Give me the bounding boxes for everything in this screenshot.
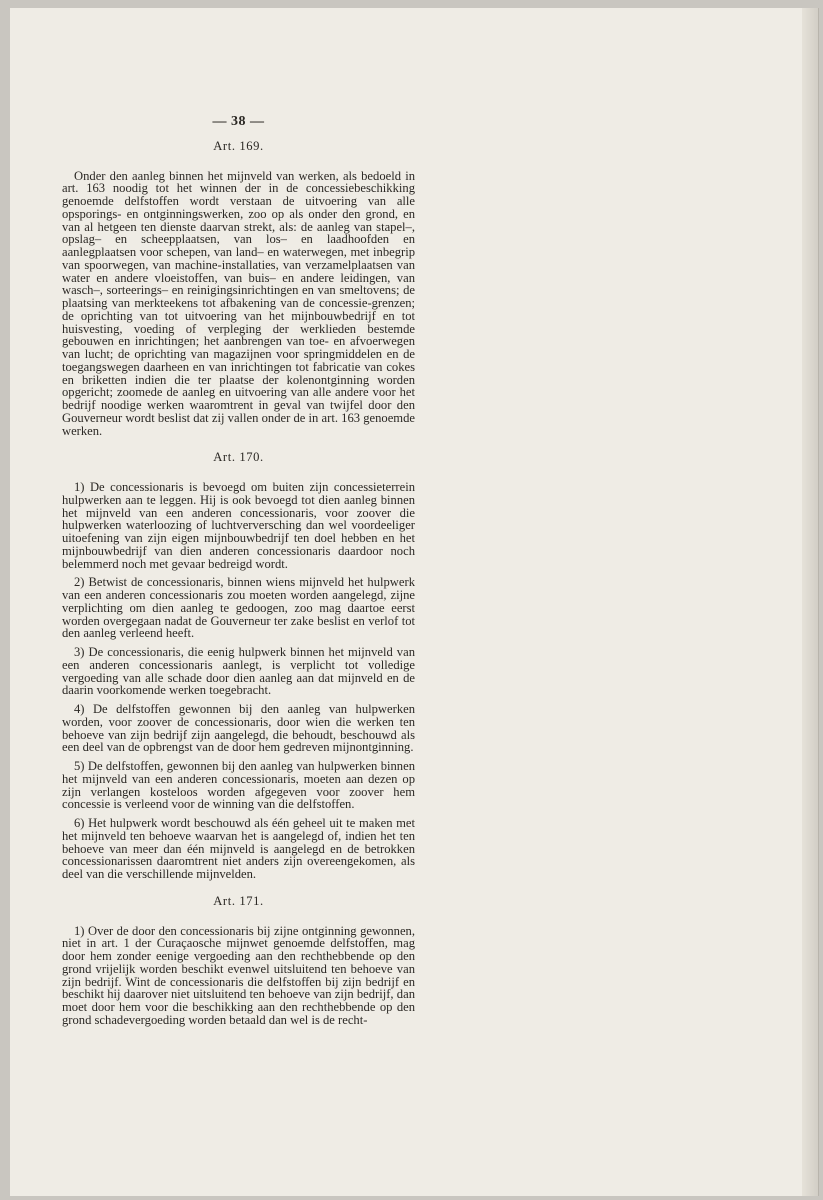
paragraph: Onder den aanleg binnen het mijnveld van werken, als bedoeld in art. 163 noodig tot het winnen der in de concessiebeschikking genoemde delfstoffen wordt verstaan de uitvoering van alle opsporings- en ontginningswerken, zoo op als onder den grond, en van al hetgeen ten dienste daarvan strekt, als: de aanleg van stapel–, opslag– en scheepplaatsen, van los– en laadhoofden en aanlegplaatsen voor schepen, van land– en waterwegen, met inbegrip van spoorwegen, van machine-installaties, van verzamelplaatsen van water en andere vloeistoffen, van buis– en andere leidingen, van wasch–, sorteerings– en reinigingsinrichtingen en van smeltovens; de plaatsing van merkteekens tot afbakening van de concessie-grenzen; de oprichting van tot uitvoering van het mijnbouwbedrijf en tot huisvesting, voeding of verpleging der werklieden bestemde gebouwen en inrichtingen; het aanbrengen van toe- en afvoerwegen van lucht; de oprichting van magazijnen voor springmiddelen en de toegangswegen daarheen en van inrichtingen tot fabricatie van cokes en briketten indien die ter plaatse der kolenontginning worden opgericht; zoomede de aanleg en uitvoering van alle andere voor het bedrijf noodige werken waaromtrent in geval van twijfel door den Gouverneur wordt beslist dat zij vallen onder de in art. 163 genoemde werken. bbox=[62, 168, 415, 438]
article-170 bbox=[62, 451, 415, 881]
article-heading: Art. 171. bbox=[213, 893, 264, 908]
article-heading: Art. 170. bbox=[213, 450, 264, 465]
page-number: — 38 — bbox=[212, 114, 265, 129]
paragraph: 1) De concessionaris is bevoegd om buiten zijn concessieterrein hulpwerken aan te leggen. Hij is ook bevoegd tot dien aanleg binnen het mijnveld van een anderen concessionaris, voor zoover die hulpwerken waterloozing of luchtverversching dan wel voordeeliger uitoefening van zijn eigen mijnbouwbedrijf ten doel hebben en het mijnbouwbedrijf van dien anderen concessionaris daardoor noch belemmerd noch met gevaar bedreigd wordt. bbox=[62, 480, 415, 571]
paragraph: 1) Over de door den concessionaris bij zijne ontginning gewonnen, niet in art. 1 der Curaçaosche mijnwet genoemde delfstoffen, mag door hem zonder eenige vergoeding aan den rechthebbende op den grond vrijelijk worden beschikt evenwel uitsluitend ten behoeve van zijn bedrijf. Wint de concessionaris die delfstoffen bij zijn bedrijf en beschikt hij daarover niet uitsluitend ten behoeve van zijn bedrijf, dan moet door hem voor die beschikking aan den rechthebbende op den grond schadevergoeding worden betaald dan wel is de recht- bbox=[62, 923, 415, 1027]
article-171 bbox=[62, 895, 415, 1027]
paragraph: 4) De delfstoffen gewonnen bij den aanleg van hulpwerken worden, voor zoover de concessionaris, door wien die werken ten behoeve van zijn bedrijf zijn aangelegd, die behoudt, beschouwd als een deel van de opbrengst van de door hem gedreven mijnontginning. bbox=[62, 702, 415, 755]
article-heading: Art. 169. bbox=[213, 138, 264, 153]
paragraph: 3) De concessionaris, die eenig hulpwerk binnen het mijnveld van een anderen concessionaris aanlegt, is verplicht tot volledige vergoeding van alle schade door dien aanleg aan dat mijnveld en de daarin voorkomende werken toegebracht. bbox=[62, 645, 415, 698]
paragraph: 5) De delfstoffen, gewonnen bij den aanleg van hulpwerken binnen het mijnveld van een anderen concessionaris, moeten aan dezen op zijn verlangen kosteloos worden afgegeven voor zoover hem concessie is verleend voor de winning van die delfstoffen. bbox=[62, 759, 415, 812]
document-page bbox=[10, 8, 819, 1196]
article-169 bbox=[62, 140, 415, 438]
paragraph: 2) Betwist de concessionaris, binnen wiens mijnveld het hulpwerk van een anderen concessionaris zou moeten worden aangelegd, zijne verplichting om dien aanleg te gedoogen, zoo mag daartoe eerst worden overgegaan nadat de Gouverneur ter zake beslist en verlof tot den aanleg verleend heeft. bbox=[62, 575, 415, 641]
text-column bbox=[62, 116, 415, 1033]
paragraph: 6) Het hulpwerk wordt beschouwd als één geheel uit te maken met het mijnveld ten behoeve waarvan het is aangelegd of, indien het ten behoeve van meer dan één mijnveld is aangelegd en de betrokken concessionarissen daaromtrent niet anders zijn overeengekomen, als deel van die verschillende mijnvelden. bbox=[62, 816, 415, 881]
page-edge-shadow bbox=[802, 8, 818, 1196]
